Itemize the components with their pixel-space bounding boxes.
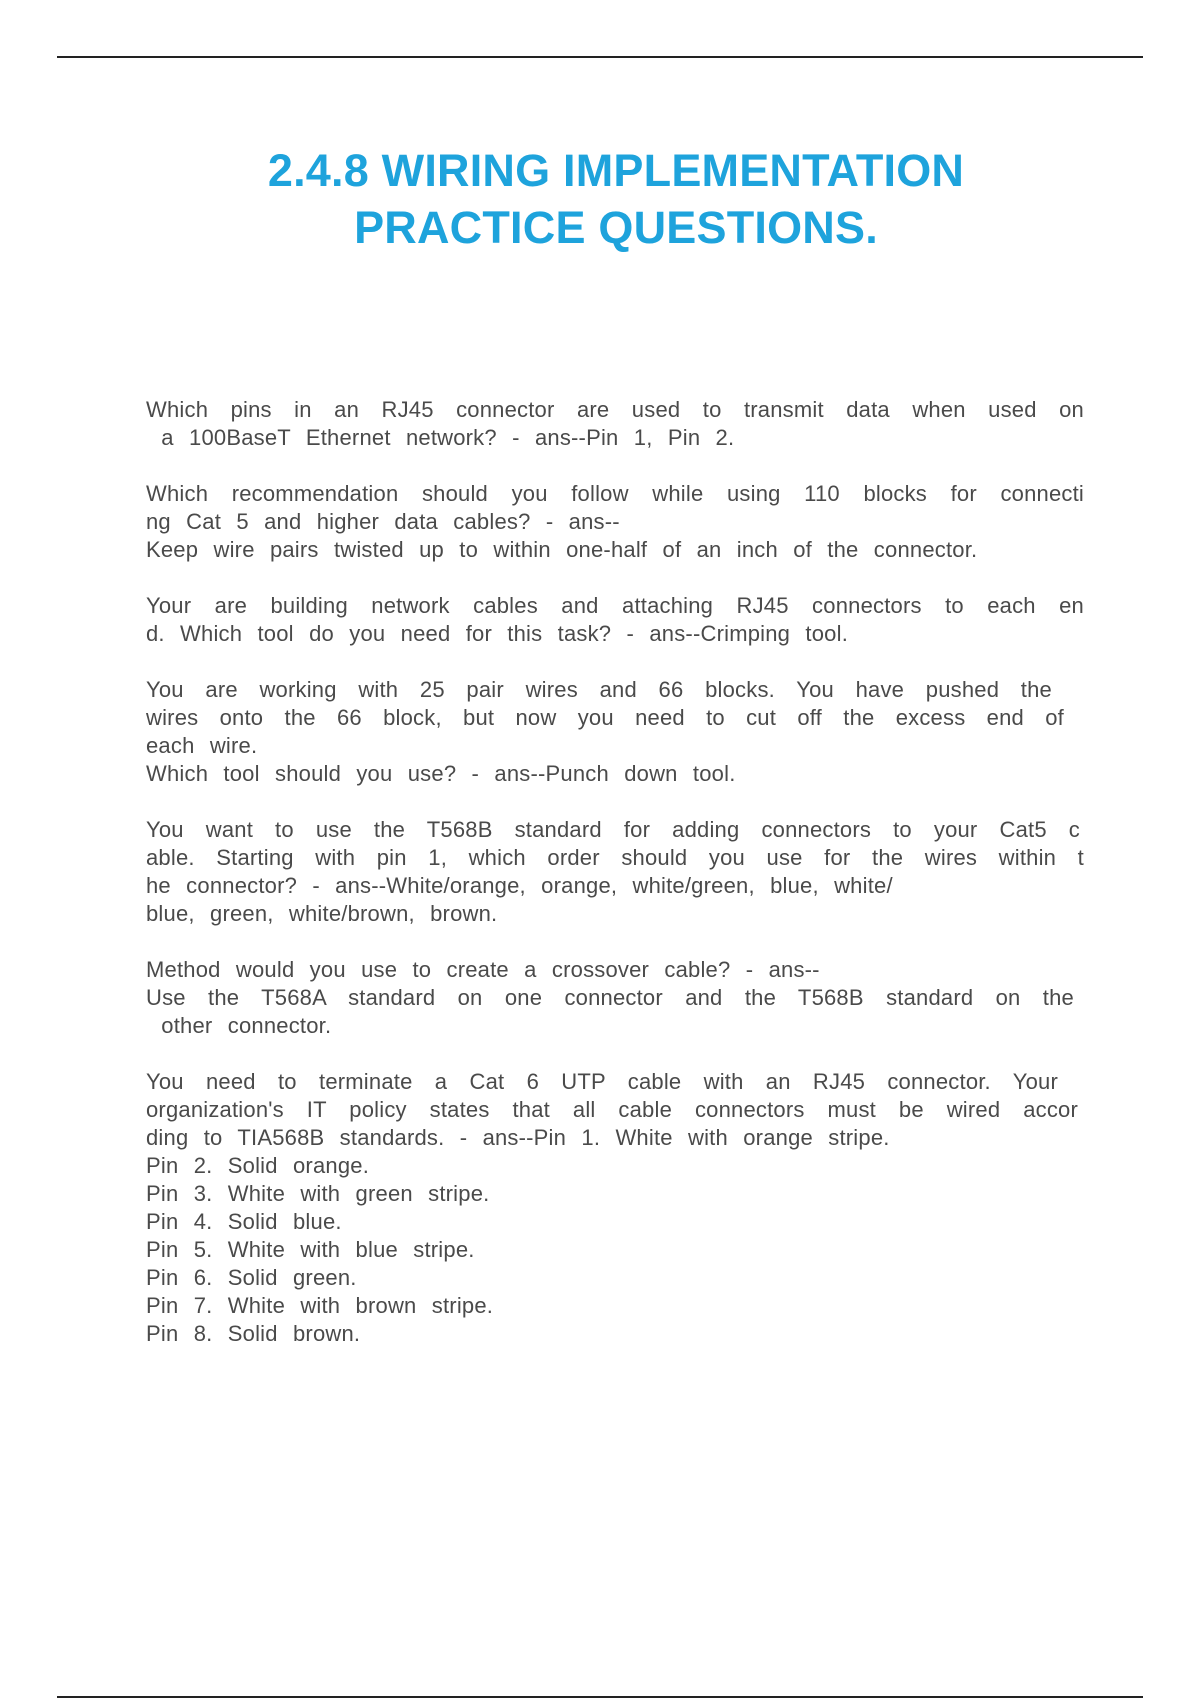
text-line: Your are building network cables and attaching RJ45 connectors to each en bbox=[146, 593, 1084, 618]
text-line: Pin 4. Solid blue. bbox=[146, 1209, 342, 1234]
text-line: Which pins in an RJ45 connector are used to transmit data when used on bbox=[146, 397, 1084, 422]
text-line: You want to use the T568B standard for adding connectors to your Cat5 c bbox=[146, 817, 1080, 842]
text-line: able. Starting with pin 1, which order should you use for the wires within t bbox=[146, 845, 1084, 870]
text-line: ng Cat 5 and higher data cables? - ans-- bbox=[146, 509, 620, 534]
text-line: a 100BaseT Ethernet network? - ans--Pin 1, Pin 2. bbox=[146, 425, 735, 450]
qa-item-3 bbox=[146, 592, 1084, 648]
text-line: wires onto the 66 block, but now you need to cut off the excess end of bbox=[146, 705, 1064, 730]
qa-item-5 bbox=[146, 816, 1084, 928]
text-line: blue, green, white/brown, brown. bbox=[146, 901, 498, 926]
text-line: Which tool should you use? - ans--Punch down tool. bbox=[146, 761, 736, 786]
text-line: You need to terminate a Cat 6 UTP cable with an RJ45 connector. Your bbox=[146, 1069, 1058, 1094]
qa-item-6 bbox=[146, 956, 1084, 1040]
text-line: ding to TIA568B standards. - ans--Pin 1. White with orange stripe. bbox=[146, 1125, 890, 1150]
text-line: Pin 7. White with brown stripe. bbox=[146, 1293, 494, 1318]
text-line: Pin 2. Solid orange. bbox=[146, 1153, 370, 1178]
title-line-1: 2.4.8 WIRING IMPLEMENTATION bbox=[267, 145, 965, 196]
text-line: Use the T568A standard on one connector and the T568B standard on the bbox=[146, 985, 1074, 1010]
page-title bbox=[150, 142, 1082, 256]
text-line: organization's IT policy states that all cable connectors must be wired accor bbox=[146, 1097, 1078, 1122]
text-line: Pin 6. Solid green. bbox=[146, 1265, 357, 1290]
text-line: Pin 3. White with green stripe. bbox=[146, 1181, 490, 1206]
header-rule bbox=[57, 56, 1143, 58]
text-line: Pin 5. White with blue stripe. bbox=[146, 1237, 475, 1262]
qa-item-2 bbox=[146, 480, 1084, 564]
text-line: Keep wire pairs twisted up to within one-half of an inch of the connector. bbox=[146, 537, 978, 562]
qa-list bbox=[146, 396, 1084, 1348]
qa-item-4 bbox=[146, 676, 1084, 788]
text-line: Method would you use to create a crossover cable? - ans-- bbox=[146, 957, 820, 982]
text-line: d. Which tool do you need for this task? - ans--Crimping tool. bbox=[146, 621, 849, 646]
qa-item-1 bbox=[146, 396, 1084, 452]
text-line: Pin 8. Solid brown. bbox=[146, 1321, 361, 1346]
text-line: You are working with 25 pair wires and 66 blocks. You have pushed the bbox=[146, 677, 1052, 702]
text-line: other connector. bbox=[146, 1013, 332, 1038]
text-line: Which recommendation should you follow while using 110 blocks for connecti bbox=[146, 481, 1084, 506]
title-line-2: PRACTICE QUESTIONS. bbox=[354, 202, 878, 253]
text-line: he connector? - ans--White/orange, orange, white/green, blue, white/ bbox=[146, 873, 893, 898]
qa-item-7 bbox=[146, 1068, 1084, 1348]
text-line: each wire. bbox=[146, 733, 258, 758]
footer-rule bbox=[57, 1696, 1143, 1698]
